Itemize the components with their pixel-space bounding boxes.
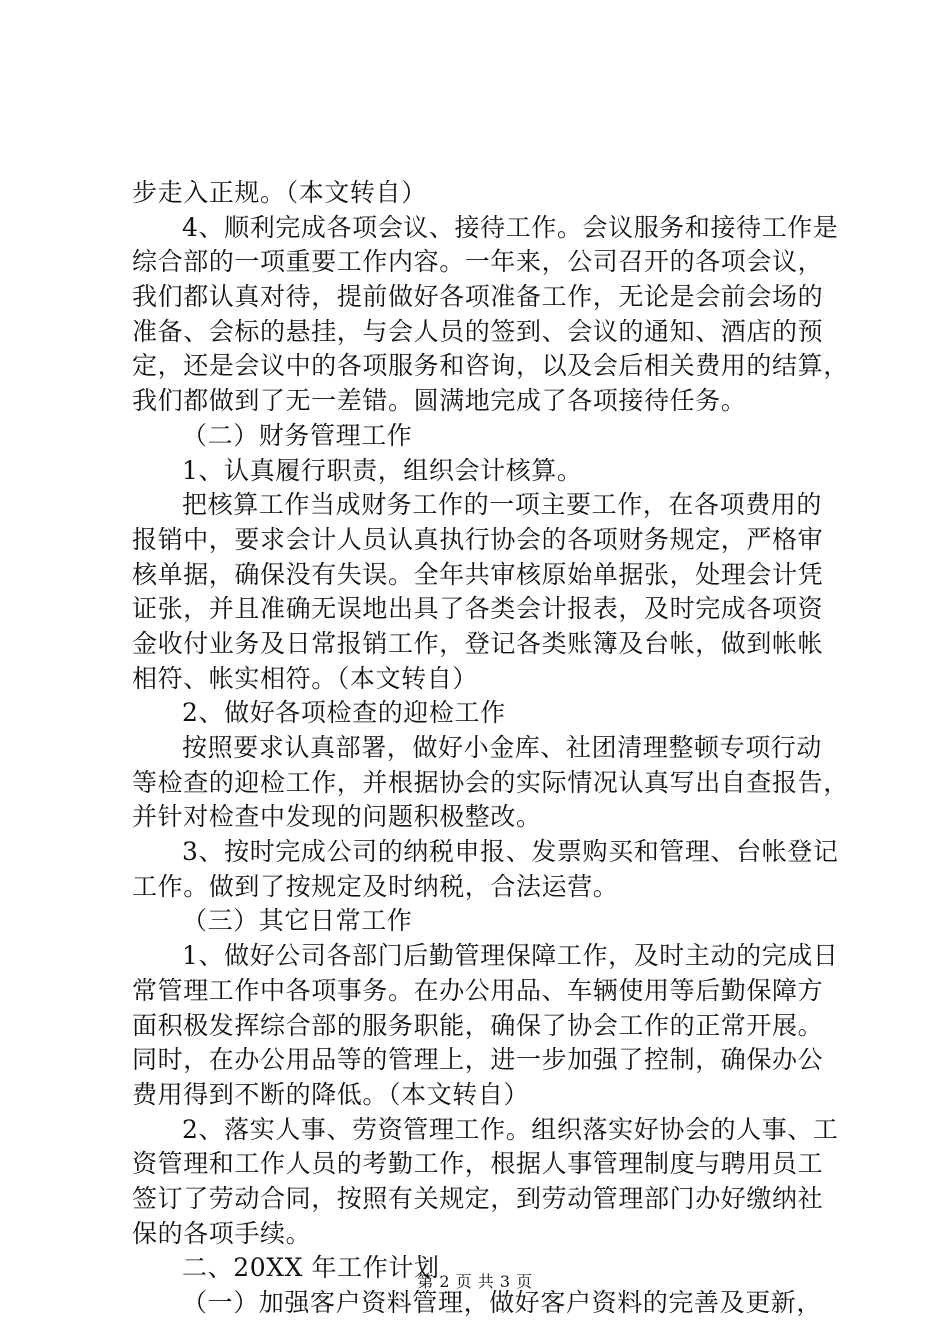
text-line: 2、做好各项检查的迎检工作 — [182, 698, 506, 728]
text-line: 证张，并且准确无误地出具了各类会计报表，及时完成各项资 — [132, 594, 824, 624]
text-line: 把核算工作当成财务工作的一项主要工作，在各项费用的 — [182, 490, 823, 520]
text-line: 综合部的一项重要工作内容。一年来，公司召开的各项会议， — [132, 247, 824, 277]
text-line: 2、落实人事、劳资管理工作。组织落实好协会的人事、工 — [182, 1114, 839, 1144]
text-line: 工作。做到了按规定及时纳税，合法运营。 — [132, 871, 619, 901]
text-line: 二、20XX 年工作计划 — [182, 1253, 440, 1283]
text-line: 准备、会标的悬挂，与会人员的签到、会议的通知、酒店的预 — [132, 316, 824, 346]
document-body — [132, 176, 849, 1321]
text-line: 等检查的迎检工作，并根据协会的实际情况认真写出自查报告， — [132, 767, 849, 797]
page-footer: 第 2 页 共 3 页 — [417, 1272, 533, 1291]
text-line: 按照要求认真部署，做好小金库、社团清理整顿专项行动 — [182, 733, 823, 762]
text-line: 定，还是会议中的各项服务和咨询，以及会后相关费用的结算， — [132, 351, 849, 381]
text-line: 步走入正规。（本文转自） — [132, 178, 427, 207]
text-line: 报销中，要求会计人员认真执行协会的各项财务规定，严格审 — [132, 524, 824, 554]
text-line: 1、做好公司各部门后勤管理保障工作，及时主动的完成日 — [182, 941, 839, 971]
text-line: 面积极发挥综合部的服务职能，确保了协会工作的正常开展。 — [132, 1010, 824, 1040]
text-line: 核单据，确保没有失误。全年共审核原始单据张，处理会计凭 — [132, 559, 824, 589]
text-line: 1、认真履行职责，组织会计核算。 — [182, 455, 583, 485]
text-line: 签订了劳动合同，按照有关规定，到劳动管理部门办好缴纳社 — [132, 1183, 824, 1213]
text-line: 资管理和工作人员的考勤工作，根据人事管理制度与聘用员工 — [132, 1149, 824, 1179]
text-line: （一）加强客户资料管理，做好客户资料的完善及更新， — [182, 1288, 823, 1317]
text-line: 保的各项手续。 — [132, 1218, 312, 1248]
text-line: 3、按时完成公司的纳税申报、发票购买和管理、台帐登记 — [182, 837, 839, 867]
text-line: 相符、帐实相符。（本文转自） — [132, 663, 478, 693]
text-line: （三）其它日常工作 — [182, 906, 413, 936]
text-line: 金收付业务及日常报销工作，登记各类账簿及台帐，做到帐帐 — [132, 628, 824, 658]
text-line: 4、顺利完成各项会议、接待工作。会议服务和接待工作是 — [182, 212, 839, 242]
text-line: 同时，在办公用品等的管理上，进一步加强了控制，确保办公 — [132, 1045, 824, 1075]
text-line: （二）财务管理工作 — [182, 420, 413, 450]
text-line: 我们都认真对待，提前做好各项准备工作，无论是会前会场的 — [132, 282, 824, 312]
text-line: 费用得到不断的降低。（本文转自） — [132, 1079, 530, 1109]
text-line: 并针对检查中发现的问题积极整改。 — [132, 802, 542, 832]
text-line: 常管理工作中各项事务。在办公用品、车辆使用等后勤保障方 — [132, 975, 824, 1005]
text-line: 我们都做到了无一差错。圆满地完成了各项接待任务。 — [132, 386, 747, 416]
